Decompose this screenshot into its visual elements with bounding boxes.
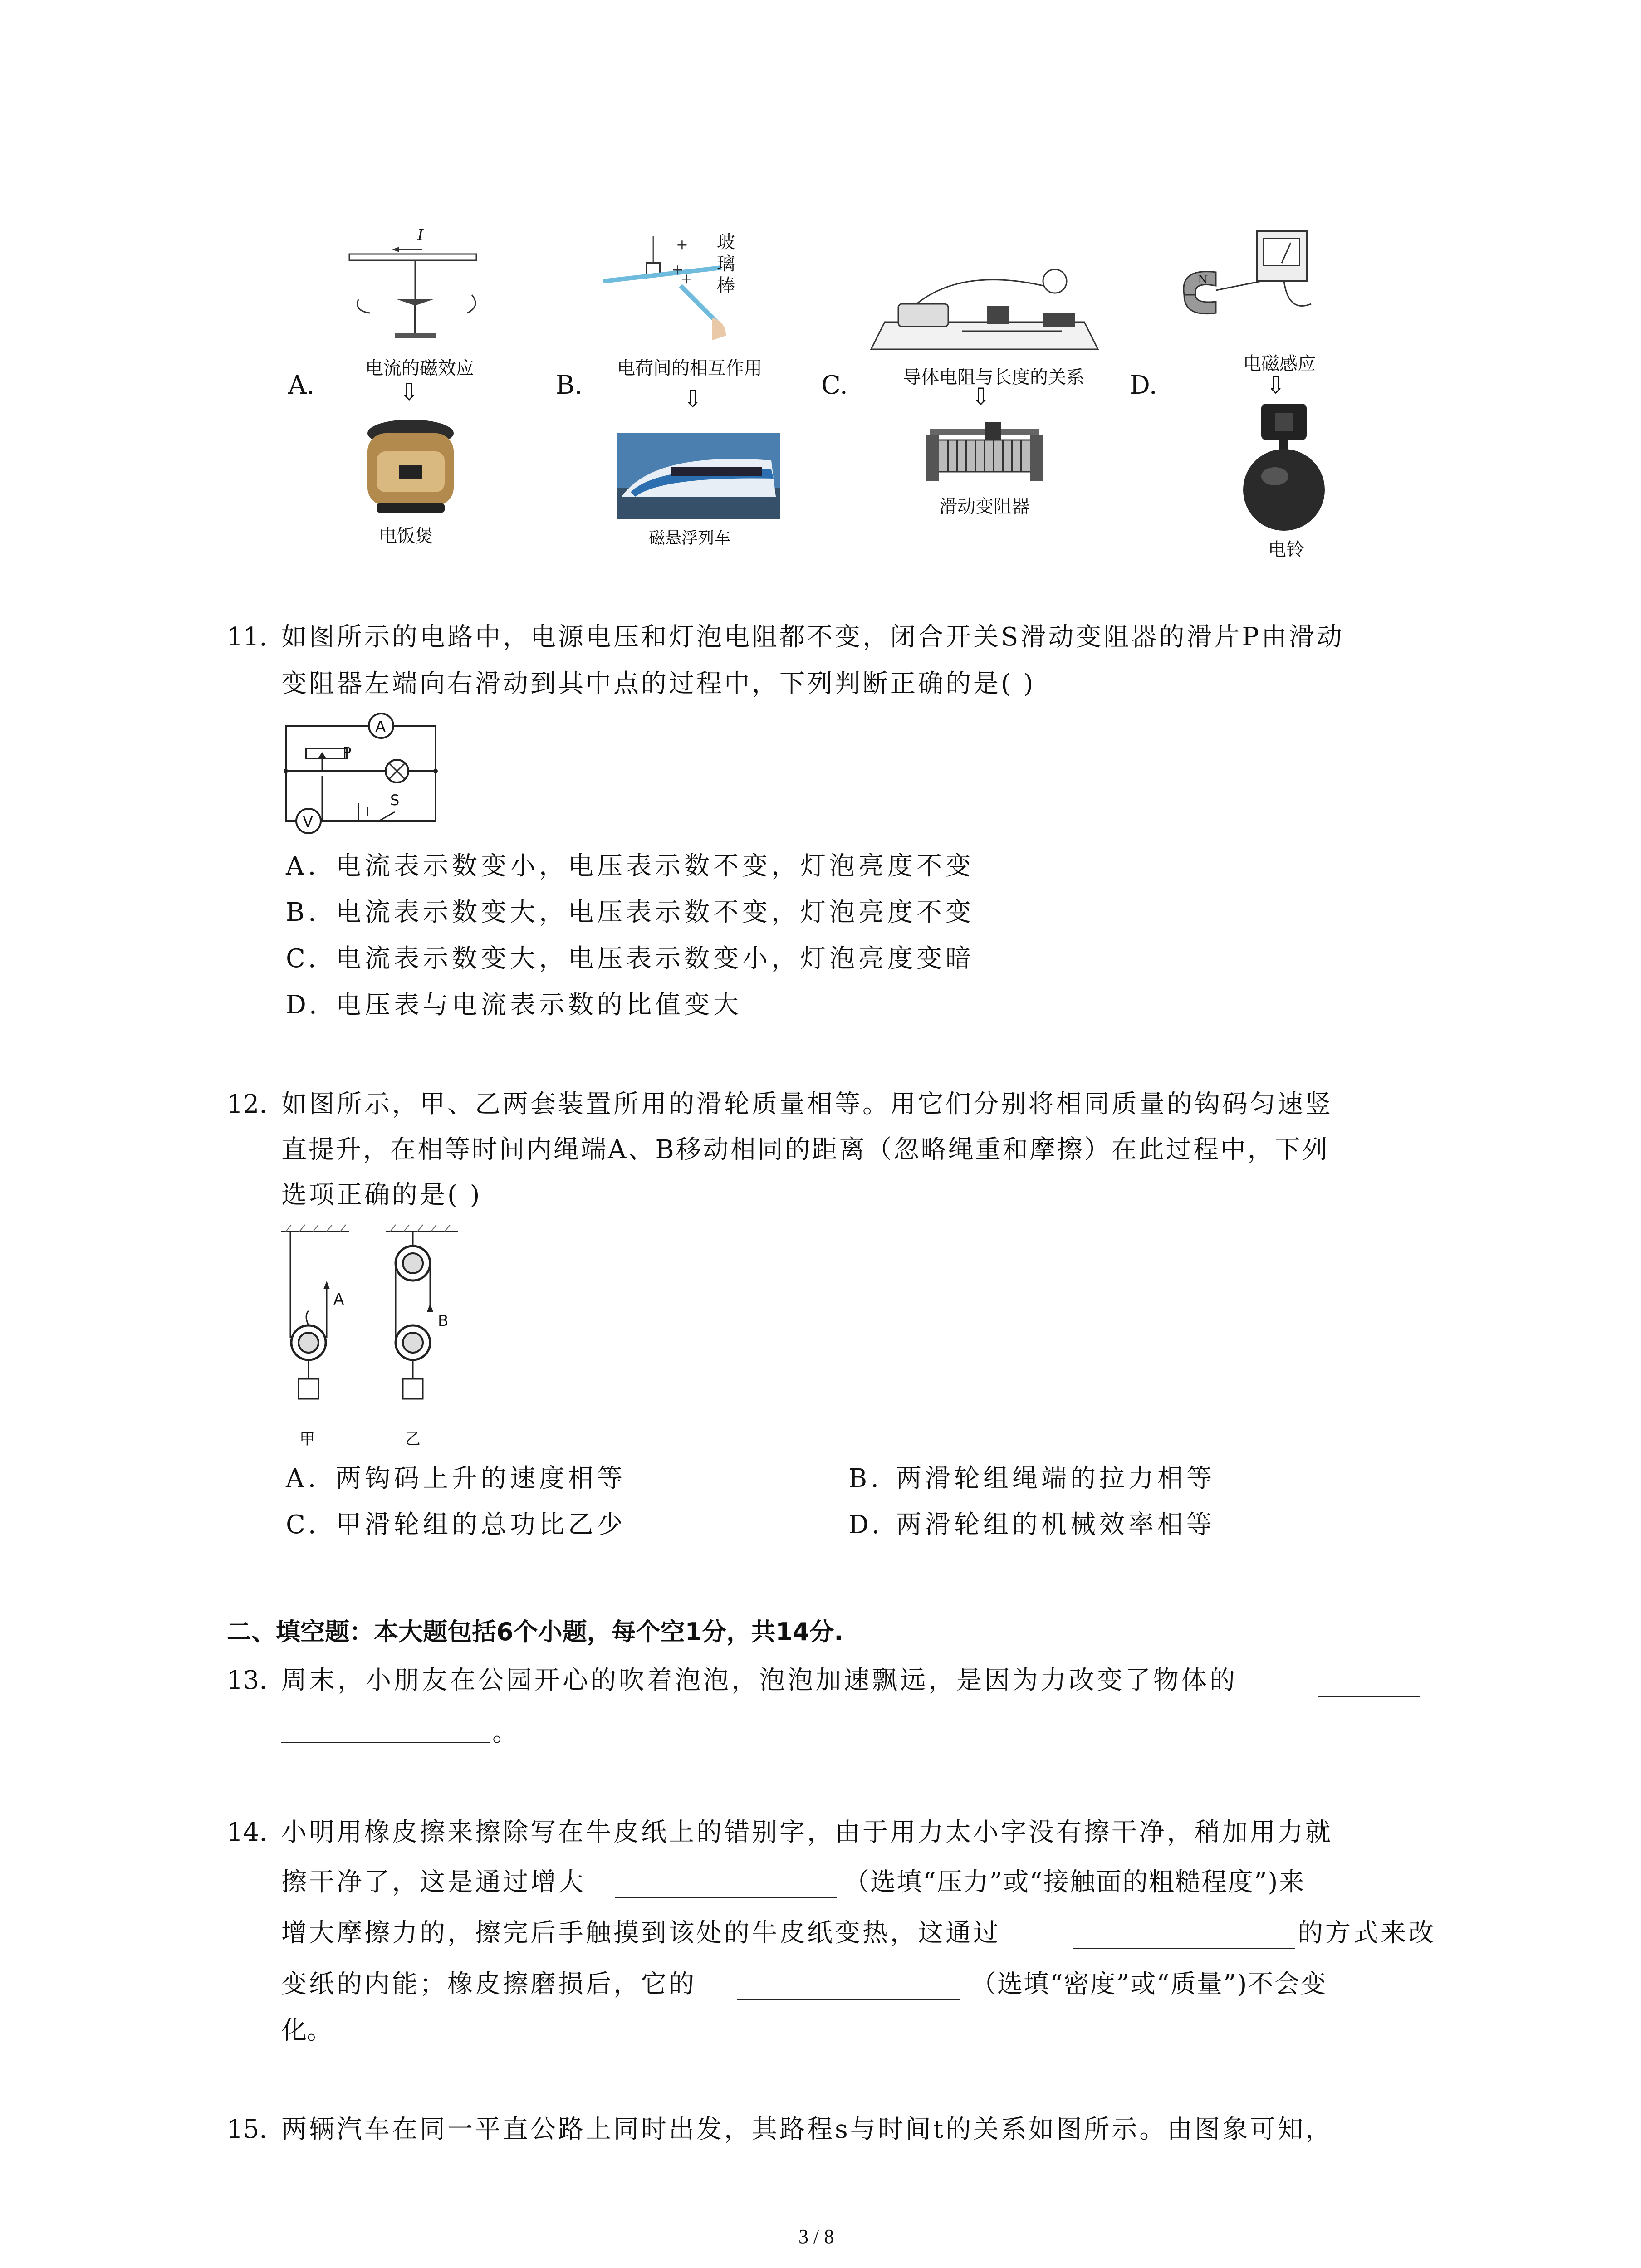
q13-stem-line1: 周末，小朋友在公园开心的吹着泡泡，泡泡加速飘远，是因为力改变了物体的: [281, 1666, 1238, 1695]
q11-option-b-letter[interactable]: B.: [286, 898, 320, 927]
q11-option-b-text[interactable]: 电流表示数变大，电压表示数不变，灯泡亮度不变: [336, 898, 975, 927]
q11-option-c-letter[interactable]: C.: [286, 944, 320, 973]
section-2-title: 二、填空题：本大题包括6个小题，每个空1分，共14分.: [227, 1618, 843, 1646]
q10-option-c-bottom-label: 滑动变阻器: [939, 496, 1030, 517]
q13-answer-blank-1[interactable]: [1318, 1674, 1420, 1697]
q12-number: 12.: [227, 1090, 268, 1119]
q15-number: 15.: [227, 2115, 268, 2144]
rope-end-b-label: B: [438, 1312, 449, 1330]
rice-cooker-icon: [358, 415, 463, 524]
q14-number: 14.: [227, 1818, 268, 1847]
voltmeter-label: V: [303, 813, 314, 831]
q12-option-b-letter[interactable]: B.: [848, 1464, 882, 1493]
q12-option-c-text[interactable]: 甲滑轮组的总功比乙少: [336, 1510, 626, 1540]
q14-stem-line4a: 变纸的内能；橡皮擦磨损后，它的: [281, 1970, 696, 1999]
q14-stem-line4b: （选填“密度”或“质量”)不会变: [971, 1970, 1327, 1999]
q10-option-d-letter: D.: [1130, 371, 1157, 400]
q12-option-a-letter[interactable]: A.: [286, 1464, 320, 1493]
rope-end-a-label: A: [333, 1290, 344, 1309]
q10-option-b-letter: B.: [556, 371, 583, 400]
q11-option-d-letter[interactable]: D.: [286, 990, 321, 1020]
q10-option-a-top-label: 电流的磁效应: [365, 358, 474, 379]
q12-option-b-text[interactable]: 两滑轮组绳端的拉力相等: [896, 1464, 1215, 1493]
down-arrow-icon: ⇩: [1266, 372, 1286, 399]
q14-stem-line1: 小明用橡皮擦来擦除写在牛皮纸上的错别字，由于用力太小字没有擦干净，稍加用力就: [281, 1818, 1333, 1847]
svg-text:+: +: [681, 270, 693, 287]
rheostat-icon: [921, 417, 1048, 490]
q12-stem-line2: 直提升，在相等时间内绳端A、B移动相同的距离（忽略绳重和摩擦）在此过程中，下列: [281, 1135, 1329, 1164]
q10-option-a-bottom-label: 电饭煲: [379, 526, 433, 547]
q14-stem-line2b: （选填“压力”或“接触面的粗糙程度”)来: [844, 1867, 1305, 1897]
q14-stem-line3b: 的方式来改: [1298, 1918, 1436, 1948]
down-arrow-icon: ⇩: [683, 386, 703, 413]
page-number: 3 / 8: [798, 2225, 834, 2248]
q11-option-c-text[interactable]: 电流表示数变大，电压表示数变小，灯泡亮度变暗: [336, 944, 975, 973]
q11-number: 11.: [227, 622, 268, 652]
glass-rod-label: 玻璃棒: [717, 232, 735, 296]
q14-stem-line5: 化。: [281, 2016, 332, 2045]
q11-stem-line1: 如图所示的电路中，电源电压和灯泡电阻都不变，闭合开关S滑动变阻器的滑片P由滑动: [281, 622, 1345, 652]
maglev-train-icon: [617, 433, 780, 519]
ammeter-label: A: [375, 718, 386, 736]
resistance-board-icon: [871, 268, 1098, 358]
q12-option-d-letter[interactable]: D.: [848, 1510, 883, 1540]
wire-magnet-icon: [345, 231, 495, 340]
q14-answer-blank-2[interactable]: [1073, 1924, 1295, 1949]
q11-option-a-text[interactable]: 电流表示数变小，电压表示数不变，灯泡亮度不变: [336, 851, 975, 881]
q15-stem-line1: 两辆汽车在同一平直公路上同时出发，其路程s与时间t的关系如图所示。由图象可知，: [281, 2115, 1333, 2144]
setup-jia-label: 甲: [299, 1430, 315, 1448]
q10-option-c-letter: C.: [821, 371, 848, 400]
q10-option-b-bottom-label: 磁悬浮列车: [649, 529, 731, 547]
down-arrow-icon: ⇩: [971, 383, 991, 411]
q10-option-a-letter: A.: [288, 371, 315, 400]
q12-stem-line1: 如图所示，甲、乙两套装置所用的滑轮质量相等。用它们分别将相同质量的钩码匀速竖: [281, 1090, 1333, 1119]
q12-option-c-letter[interactable]: C.: [286, 1510, 320, 1540]
wire-current-label: I: [417, 226, 424, 244]
q10-option-b-top-label: 电荷间的相互作用: [617, 358, 762, 379]
induction-icon: [1175, 227, 1329, 345]
q14-answer-blank-3[interactable]: [737, 1975, 960, 2000]
q11-option-d-text[interactable]: 电压表与电流表示数的比值变大: [336, 990, 742, 1020]
q14-stem-line3a: 增大摩擦力的，擦完后手触摸到该处的牛皮纸变热，这通过: [281, 1918, 1001, 1948]
setup-yi-label: 乙: [405, 1430, 421, 1448]
svg-text:N: N: [1198, 273, 1208, 287]
svg-text:+: +: [671, 261, 684, 278]
q10-option-c-top-label: 导体电阻与长度的关系: [903, 367, 1084, 388]
q10-option-d-top-label: 电磁感应: [1243, 353, 1316, 374]
q12-option-d-text[interactable]: 两滑轮组的机械效率相等: [896, 1510, 1215, 1540]
q13-answer-blank-2[interactable]: [281, 1719, 490, 1743]
q14-stem-line2a: 擦干净了，这是通过增大: [281, 1867, 586, 1897]
q12-stem-line3: 选项正确的是( ): [281, 1180, 482, 1210]
q11-stem-line2: 变阻器左端向右滑动到其中点的过程中，下列判断正确的是( ): [281, 669, 1036, 699]
down-arrow-icon: ⇩: [399, 379, 419, 406]
q13-stem-end: 。: [492, 1718, 518, 1747]
svg-text:+: +: [676, 236, 688, 253]
q14-answer-blank-1[interactable]: [615, 1873, 837, 1898]
q10-option-d-bottom-label: 电铃: [1268, 539, 1304, 560]
q11-option-a-letter[interactable]: A.: [286, 851, 320, 881]
electric-bell-icon: [1234, 404, 1334, 531]
switch-s-label: S: [390, 792, 400, 809]
q12-option-a-text[interactable]: 两钩码上升的速度相等: [336, 1464, 626, 1493]
q13-number: 13.: [227, 1666, 268, 1695]
slider-p-label: P: [343, 744, 352, 761]
